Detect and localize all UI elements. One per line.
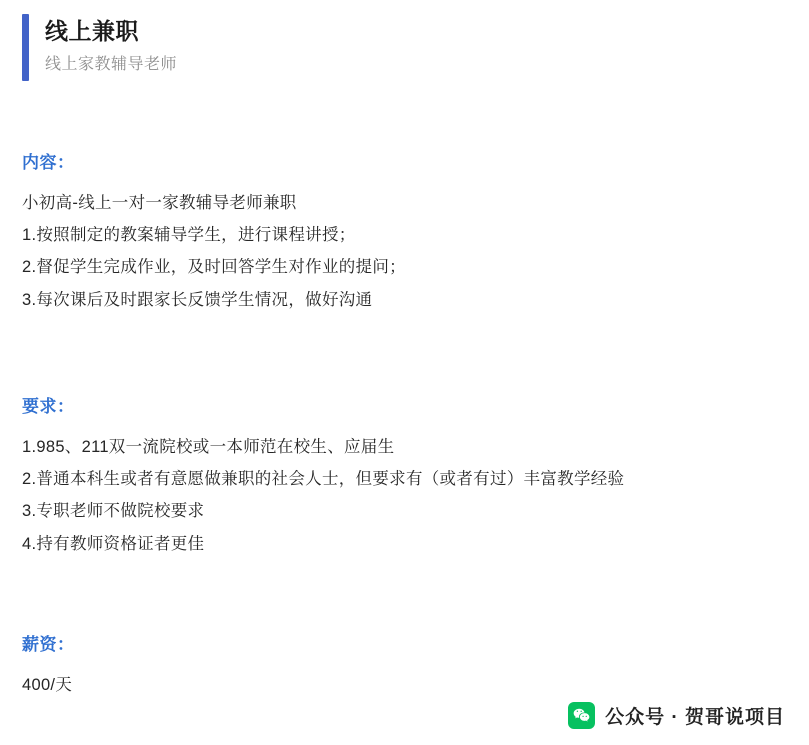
content-line: 1.按照制定的教案辅导学生，进行课程讲授； [22,226,356,245]
section-heading-requirements: 要求： [22,397,75,416]
content-line: 2.督促学生完成作业，及时回答学生对作业的提问； [22,258,406,277]
requirement-line: 1.985、211双一流院校或一本师范在校生、应届生 [22,438,395,456]
content-line: 3.每次课后及时跟家长反馈学生情况，做好沟通 [22,290,373,309]
section-heading-content: 内容： [22,153,75,172]
page-title: 线上兼职 [45,18,139,44]
content-line: 小初高-线上一对一家教辅导老师兼职 [22,194,297,212]
section-salary [22,630,782,701]
requirement-line: 3.专职老师不做院校要求 [22,502,205,521]
section-requirements [22,392,782,560]
wechat-icon [568,702,595,729]
requirement-line: 4.持有教师资格证者更佳 [22,534,205,553]
footer-account-name: 公众号 · 贺哥说项目 [605,707,785,728]
footer [568,702,785,729]
section-content [22,148,782,316]
header-text [45,14,177,81]
header-accent-bar [22,14,29,81]
page-subtitle: 线上家教辅导老师 [45,56,178,74]
requirement-line: 2.普通本科生或者有意愿做兼职的社会人士，但要求有（或者有过）丰富教学经验 [22,470,625,489]
section-heading-salary: 薪资： [22,635,75,654]
salary-line: 400/天 [22,676,73,694]
header [22,14,177,81]
